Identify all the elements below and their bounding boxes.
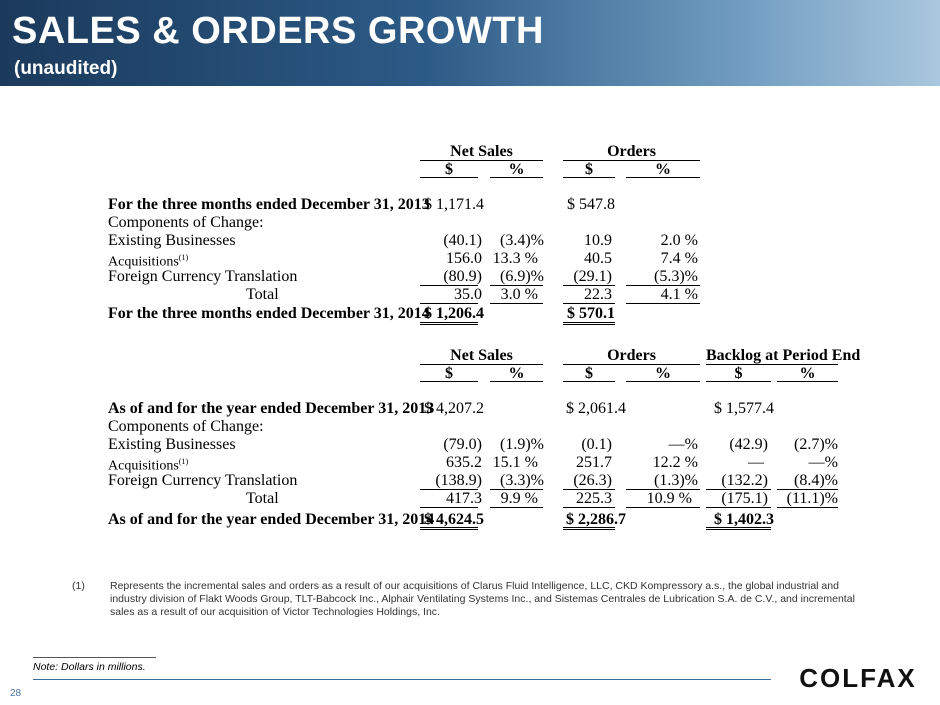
- t2-total-blpct: (11.1)%: [786, 490, 838, 507]
- t2-existing-ns: (79.0): [443, 436, 482, 453]
- t2-acq-or: 251.7: [576, 454, 612, 471]
- logo-text: COLFAX: [799, 664, 917, 692]
- t1-acq-label-text: Acquisitions: [108, 254, 179, 270]
- t2-total-or: 225.3: [576, 490, 612, 507]
- t1-existing-or: 10.9: [584, 232, 612, 249]
- t2-fx-blpct: (8.4)%: [794, 472, 838, 489]
- t1-acq-nspct: 13.3 %: [492, 250, 538, 267]
- t1-total-orpct: 4.1 %: [660, 286, 698, 303]
- t1-end-ns: $ 1,206.4: [424, 305, 484, 322]
- t2-existing-nspct: (1.9)%: [500, 436, 544, 453]
- t2-group-orders: Orders: [607, 347, 656, 364]
- t2-existing-blpct: (2.7)%: [794, 436, 838, 453]
- t1-row-total-label: Total: [246, 286, 279, 303]
- t1-start-ns: $ 1,171.4: [424, 196, 484, 213]
- t2-row-fx-label: Foreign Currency Translation: [108, 472, 298, 489]
- t2-end-or: $ 2,286.7: [566, 511, 626, 528]
- t2-fx-ns: (138.9): [435, 472, 482, 489]
- page-title: SALES & ORDERS GROWTH: [12, 10, 544, 52]
- t2-row-existing-label: Existing Businesses: [108, 436, 236, 453]
- t2-row-total-label: Total: [246, 490, 279, 507]
- t2-end-ns: $ 4,624.5: [424, 511, 484, 528]
- t1-total-ns: 35.0: [454, 286, 482, 303]
- t2-group-backlog: Backlog at Period End: [706, 347, 861, 364]
- t2-col-or-dollar: $: [585, 365, 593, 382]
- footnote-number: (1): [72, 580, 85, 592]
- t2-acq-label-text: Acquisitions: [108, 458, 179, 474]
- t2-total-nspct: 9.9 %: [500, 490, 538, 507]
- t2-fx-nspct: (3.3)%: [500, 472, 544, 489]
- page-subtitle: (unaudited): [14, 58, 118, 79]
- t2-acq-blpct: —%: [808, 454, 838, 471]
- t2-row-end-label: As of and for the year ended December 31, 2014: [108, 511, 435, 528]
- t1-fx-or: (29.1): [573, 268, 612, 285]
- t1-col-or-pct: %: [655, 161, 671, 178]
- t1-col-ns-dollar: $: [445, 161, 453, 178]
- t2-total-ns: 417.3: [446, 490, 482, 507]
- t2-start-ns: $ 4,207.2: [424, 400, 484, 417]
- t2-start-bl: $ 1,577.4: [714, 400, 774, 417]
- t2-row-start-label: As of and for the year ended December 31, 2013: [108, 400, 435, 417]
- t2-col-ns-dollar: $: [445, 365, 453, 382]
- t1-existing-ns: (40.1): [443, 232, 482, 249]
- note-divider: [33, 657, 156, 658]
- t2-acq-ns: 635.2: [446, 454, 482, 471]
- t1-row-end-label: For the three months ended December 31, 2014: [108, 305, 430, 322]
- t2-fx-or: (26.3): [573, 472, 612, 489]
- t2-acq-nspct: 15.1 %: [492, 454, 538, 471]
- t1-col-ns-pct: %: [508, 161, 525, 178]
- t1-end-or: $ 570.1: [567, 305, 615, 322]
- t2-acq-orpct: 12.2 %: [652, 454, 698, 471]
- t1-start-or: $ 547.8: [567, 196, 615, 213]
- t2-fx-bl: (132.2): [721, 472, 768, 489]
- t2-end-bl: $ 1,402.3: [714, 511, 774, 528]
- t2-existing-orpct: —%: [668, 436, 698, 453]
- t2-row-acquisitions-label: [108, 454, 188, 474]
- t1-total-nspct: 3.0 %: [500, 286, 538, 303]
- t1-acq-or: 40.5: [584, 250, 612, 267]
- t1-row-fx-label: Foreign Currency Translation: [108, 268, 298, 285]
- t2-existing-or: (0.1): [581, 436, 612, 453]
- t2-col-bl-pct: %: [799, 365, 816, 382]
- colfax-logo: [786, 664, 930, 692]
- t1-fx-orpct: (5.3)%: [654, 268, 698, 285]
- t1-acq-orpct: 7.4 %: [660, 250, 698, 267]
- t1-total-or: 22.3: [584, 286, 612, 303]
- t1-acq-footnote-ref: (1): [178, 253, 189, 262]
- t1-row-components-label: Components of Change:: [108, 214, 264, 231]
- t2-group-net-sales: Net Sales: [450, 347, 513, 364]
- t2-col-ns-pct: %: [508, 365, 525, 382]
- t1-row-start-label: For the three months ended December 31, 2013: [108, 196, 430, 213]
- header-banner: [0, 0, 940, 86]
- t2-col-or-pct: %: [655, 365, 671, 382]
- t2-existing-bl: (42.9): [729, 436, 768, 453]
- t1-existing-orpct: 2.0 %: [660, 232, 698, 249]
- t2-acq-footnote-ref: (1): [178, 457, 189, 466]
- t1-fx-nspct: (6.9)%: [500, 268, 544, 285]
- t1-group-orders: Orders: [607, 143, 656, 160]
- t1-fx-ns: (80.9): [443, 268, 482, 285]
- t1-group-net-sales: Net Sales: [450, 143, 513, 160]
- t1-existing-nspct: (3.4)%: [500, 232, 544, 249]
- t2-acq-bl: —: [748, 454, 764, 471]
- t1-col-or-dollar: $: [585, 161, 593, 178]
- t2-start-or: $ 2,061.4: [566, 400, 626, 417]
- t1-acq-ns: 156.0: [446, 250, 482, 267]
- footnote-text: Represents the incremental sales and orders as a result of our acquisitions of Clarus Fluid Intelligence, LLC, CKD Kompressory a.s., the global industrial and industry division of Flakt Woods Group, TLT-Babcock Inc., Alphair Ventilating Systems Inc., and Sistemas Centrales de Lubrication S.A. de C.V., and incremental sales as a result of our acquisition of Victor Technologies Holdings, Inc.: [110, 580, 855, 618]
- t2-col-bl-dollar: $: [734, 365, 743, 382]
- t2-fx-orpct: (1.3)%: [654, 472, 698, 489]
- t2-total-bl: (175.1): [721, 490, 768, 507]
- t2-row-components-label: Components of Change:: [108, 418, 264, 435]
- dollars-note: Note: Dollars in millions.: [33, 661, 146, 673]
- footer-divider: [33, 679, 771, 680]
- t2-total-orpct: 10.9 %: [646, 490, 692, 507]
- t1-row-existing-label: Existing Businesses: [108, 232, 236, 249]
- page-number: 28: [10, 688, 22, 699]
- t1-row-acquisitions-label: [108, 250, 188, 270]
